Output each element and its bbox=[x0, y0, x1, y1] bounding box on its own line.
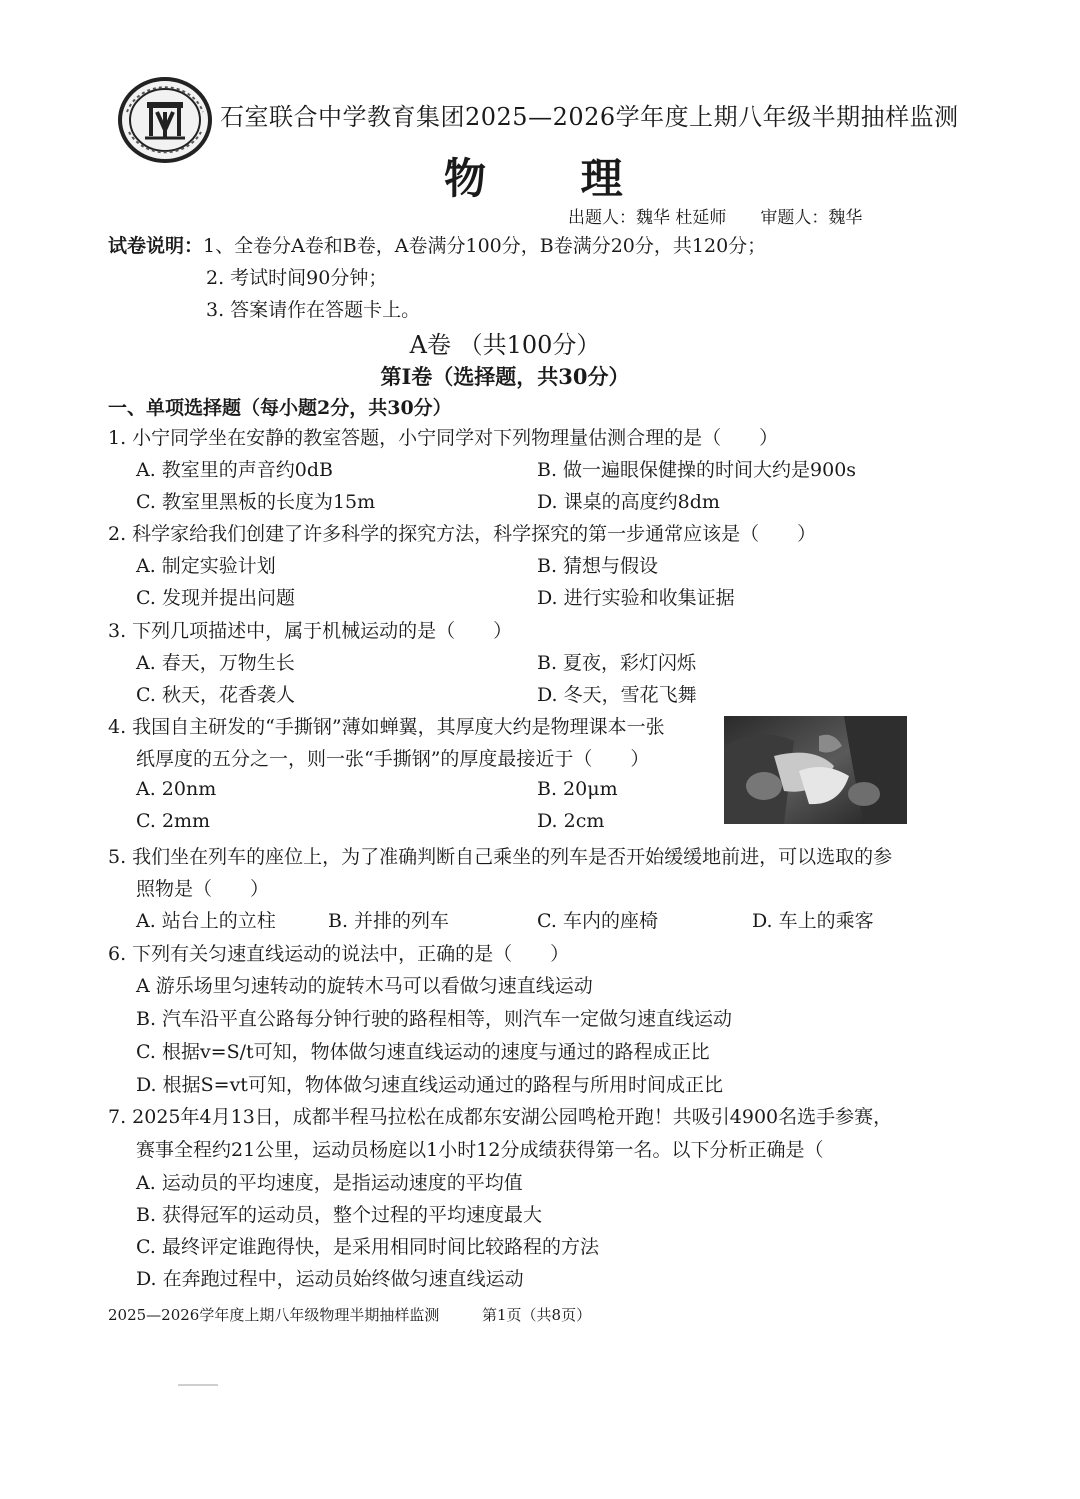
question-option: D. 车上的乘客 bbox=[752, 910, 874, 932]
scan-mark bbox=[178, 1384, 218, 1386]
question-stem: 3. 下列几项描述中，属于机械运动的是（ ） bbox=[108, 620, 513, 642]
question-option: D. 在奔跑过程中，运动员始终做匀速直线运动 bbox=[136, 1268, 524, 1290]
instructions-heading: 试卷说明： bbox=[108, 235, 204, 257]
instruction-item: 1、全卷分A卷和B卷，A卷满分100分，B卷满分20分，共120分； bbox=[203, 235, 767, 257]
question-option: B. 做一遍眼保健操的时间大约是900s bbox=[537, 459, 857, 481]
question-stem: 1. 小宁同学坐在安静的教室答题，小宁同学对下列物理量估测合理的是（ ） bbox=[108, 427, 779, 449]
question-option: A. 站台上的立柱 bbox=[136, 910, 276, 932]
page-number: 第1页（共8页） bbox=[482, 1306, 592, 1324]
question-option: D. 课桌的高度约8dm bbox=[537, 491, 720, 513]
footer-title: 2025—2026学年度上期八年级物理半期抽样监测 bbox=[108, 1306, 440, 1324]
school-title: 石室联合中学教育集团2025—2026学年度上期八年级半期抽样监测 bbox=[220, 103, 959, 131]
question-option: B. 猜想与假设 bbox=[537, 555, 659, 577]
question-stem: 照物是（ ） bbox=[136, 878, 270, 900]
question-stem: 纸厚度的五分之一，则一张“手撕钢”的厚度最接近于（ ） bbox=[136, 748, 650, 770]
steel-foil-photo bbox=[724, 716, 907, 824]
question-option: C. 秋天，花香袭人 bbox=[136, 684, 295, 706]
question-stem: 7. 2025年4月13日，成都半程马拉松在成都东安湖公园鸣枪开跑！共吸引4900名选手参赛， bbox=[108, 1106, 893, 1128]
question-option: D. 冬天，雪花飞舞 bbox=[537, 684, 697, 706]
instruction-item: 3. 答案请作在答题卡上。 bbox=[206, 299, 421, 321]
question-option: B. 获得冠军的运动员，整个过程的平均速度最大 bbox=[136, 1204, 543, 1226]
question-option: B. 夏夜，彩灯闪烁 bbox=[537, 652, 697, 674]
paper-title: A卷 （共100分） bbox=[409, 331, 601, 359]
question-option: A. 运动员的平均速度，是指运动速度的平均值 bbox=[136, 1172, 523, 1194]
question-option: A. 20nm bbox=[136, 778, 217, 800]
question-option: C. 教室里黑板的长度为15m bbox=[136, 491, 376, 513]
question-option: D. 根据S=vt可知，物体做匀速直线运动通过的路程与所用时间成正比 bbox=[136, 1074, 723, 1096]
question-option: B. 汽车沿平直公路每分钟行驶的路程相等，则汽车一定做匀速直线运动 bbox=[136, 1008, 733, 1030]
question-stem: 5. 我们坐在列车的座位上，为了准确判断自己乘坐的列车是否开始缓缓地前进，可以选取的参 bbox=[108, 846, 893, 868]
question-option: A 游乐场里匀速转动的旋转木马可以看做匀速直线运动 bbox=[136, 975, 593, 997]
question-option: C. 根据v=S/t可知，物体做匀速直线运动的速度与通过的路程成正比 bbox=[136, 1041, 710, 1063]
question-option: D. 2cm bbox=[537, 810, 605, 832]
question-stem: 2. 科学家给我们创建了许多科学的探究方法，科学探究的第一步通常应该是（ ） bbox=[108, 523, 817, 545]
question-option: D. 进行实验和收集证据 bbox=[537, 587, 735, 609]
school-logo bbox=[117, 76, 213, 164]
question-option: A. 春天，万物生长 bbox=[136, 652, 295, 674]
question-option: C. 2mm bbox=[136, 810, 211, 832]
question-option: A. 制定实验计划 bbox=[136, 555, 276, 577]
question-option: B. 20μm bbox=[537, 778, 618, 800]
question-option: C. 最终评定谁跑得快，是采用相同时间比较路程的方法 bbox=[136, 1236, 599, 1258]
question-option: A. 教室里的声音约0dB bbox=[136, 459, 334, 481]
question-option: C. 车内的座椅 bbox=[537, 910, 658, 932]
section-heading: 一、单项选择题（每小题2分，共30分） bbox=[108, 397, 452, 419]
question-stem: 4. 我国自主研发的“手撕钢”薄如蝉翼，其厚度大约是物理课本一张 bbox=[108, 716, 665, 738]
instruction-item: 2. 考试时间90分钟； bbox=[206, 267, 388, 289]
question-option: B. 并排的列车 bbox=[328, 910, 450, 932]
setter-line: 出题人：魏华 杜延师 审题人：魏华 bbox=[568, 208, 863, 228]
subject-title: 物 理 bbox=[444, 154, 663, 203]
question-option: C. 发现并提出问题 bbox=[136, 587, 295, 609]
part-title: 第Ⅰ卷（选择题，共30分） bbox=[380, 364, 630, 389]
question-stem: 赛事全程约21公里，运动员杨庭以1小时12分成绩获得第一名。以下分析正确是（ bbox=[136, 1139, 824, 1161]
question-stem: 6. 下列有关匀速直线运动的说法中，正确的是（ ） bbox=[108, 943, 570, 965]
